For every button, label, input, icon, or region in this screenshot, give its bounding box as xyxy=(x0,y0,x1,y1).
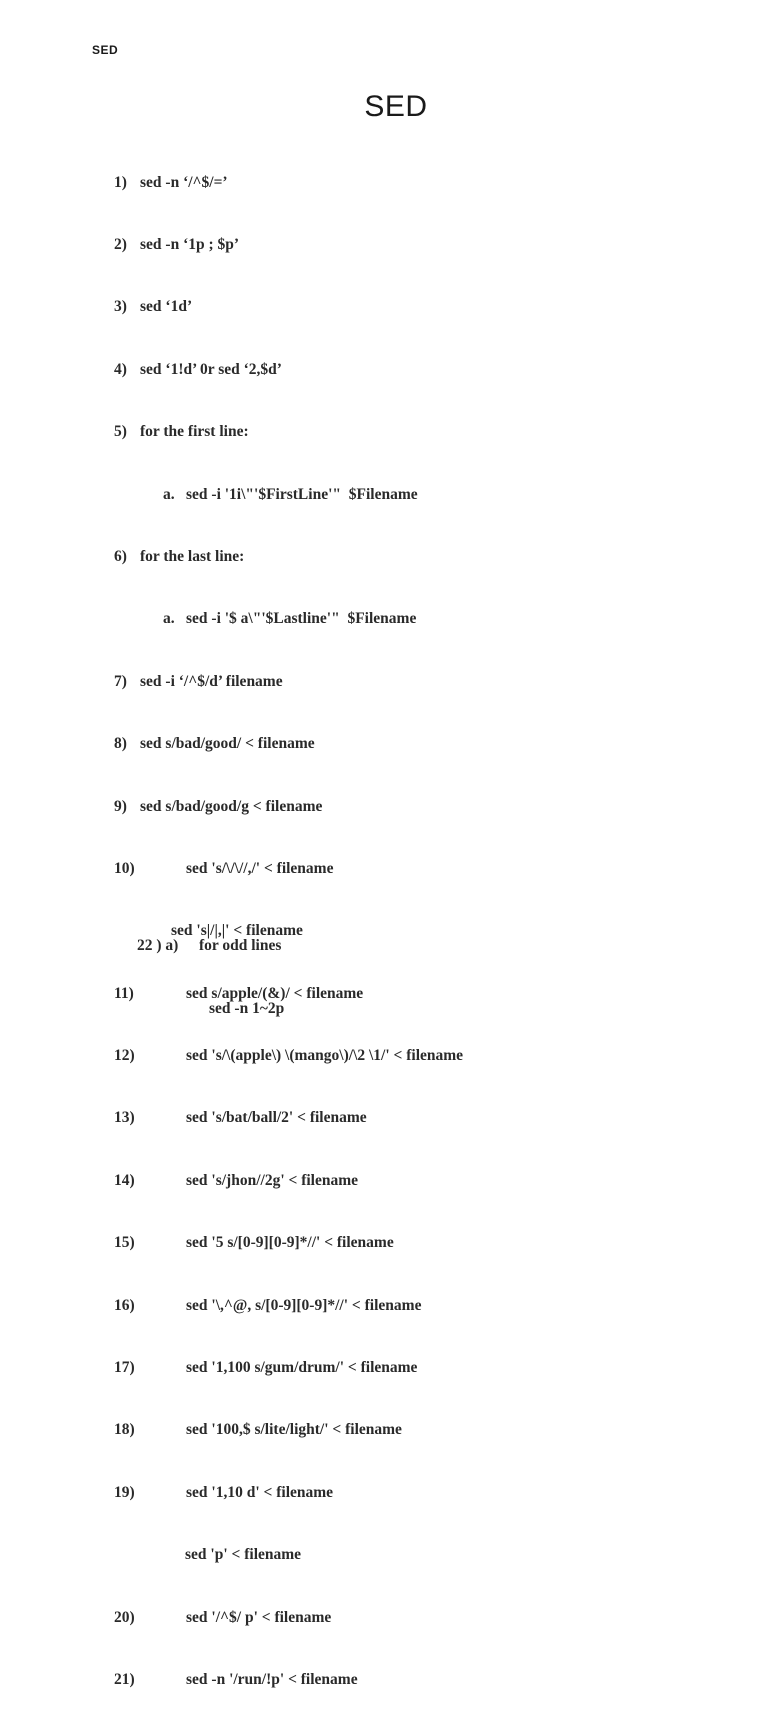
item-number: 16) xyxy=(114,1296,135,1314)
item-number: 8) xyxy=(114,735,127,753)
item-text: sed -i '$ a\"'$Lastline'" $Filename xyxy=(186,610,417,628)
list-item xyxy=(114,1358,463,1379)
item-number: 19) xyxy=(114,1483,135,1501)
item-text: sed '/^$/ p' < filename xyxy=(186,1608,332,1626)
item-number: 12) xyxy=(114,1047,135,1065)
item-text: for odd lines xyxy=(199,937,282,954)
item-number: 17) xyxy=(114,1359,135,1377)
list-item xyxy=(114,1670,463,1691)
item-number: 21) xyxy=(114,1670,135,1688)
item-number: 3) xyxy=(114,298,127,316)
list-item xyxy=(114,173,463,194)
item-number: 10) xyxy=(114,859,135,877)
list-item xyxy=(114,360,463,381)
item-text: for the last line: xyxy=(140,547,245,565)
item-number: 7) xyxy=(114,672,127,690)
sub-item-letter: a. xyxy=(163,485,175,503)
item-number: 6) xyxy=(114,547,127,565)
list-item xyxy=(114,1108,463,1129)
item-text: sed '100,$ s/lite/light/' < filename xyxy=(186,1421,402,1439)
item-text: sed -n '/run/!p' < filename xyxy=(186,1670,358,1688)
item-text: sed 's/bat/ball/2' < filename xyxy=(186,1109,367,1127)
list-item xyxy=(114,672,463,693)
list-item xyxy=(114,1608,463,1629)
list-item xyxy=(114,1171,463,1192)
item-text: sed s/apple/(&)/ < filename xyxy=(186,984,364,1002)
item-number: 14) xyxy=(114,1171,135,1189)
list-item xyxy=(114,297,463,318)
item-text: sed ‘1d’ xyxy=(140,298,193,316)
list-item-continuation xyxy=(114,1545,463,1566)
item-text: sed 's|/|,|' < filename xyxy=(171,922,303,940)
item-text: for the first line: xyxy=(140,423,249,441)
list-item xyxy=(114,734,463,755)
item-number: 20) xyxy=(114,1608,135,1626)
item-text: sed '5 s/[0-9][0-9]*//' < filename xyxy=(186,1234,394,1252)
list-item xyxy=(114,1420,463,1441)
item-number: 11) xyxy=(114,984,134,1002)
list-item xyxy=(114,1296,463,1317)
list-item xyxy=(114,235,463,256)
sub-list-item xyxy=(114,609,463,630)
footer-item xyxy=(137,935,284,956)
list-item xyxy=(114,859,463,880)
item-text: sed ‘1!d’ 0r sed ‘2,$d’ xyxy=(140,360,282,378)
list-item xyxy=(114,1046,463,1067)
item-number: 4) xyxy=(114,360,127,378)
item-number: 22 ) a) xyxy=(137,937,179,954)
running-header: SED xyxy=(92,43,119,57)
item-number: 2) xyxy=(114,235,127,253)
item-number: 5) xyxy=(114,423,127,441)
item-text: sed 's/jhon//2g' < filename xyxy=(186,1171,359,1189)
item-text: sed '1,10 d' < filename xyxy=(186,1483,334,1501)
sub-list-item xyxy=(114,485,463,506)
item-text: sed -n ‘1p ; $p’ xyxy=(140,235,240,253)
item-text: sed s/bad/good/g < filename xyxy=(140,797,323,815)
item-text: sed 'p' < filename xyxy=(185,1546,302,1564)
item-number: 15) xyxy=(114,1234,135,1252)
footer-command xyxy=(137,998,284,1019)
item-text: sed s/bad/good/ < filename xyxy=(140,735,315,753)
odd-lines-section xyxy=(137,893,284,1040)
item-text: sed -n ‘/^$/=’ xyxy=(140,173,228,191)
list-item xyxy=(114,422,463,443)
item-number: 9) xyxy=(114,797,127,815)
item-text: sed -n 1~2p xyxy=(209,1000,285,1017)
item-text: sed -i ‘/^$/d’ filename xyxy=(140,672,283,690)
item-text: sed -i '1i\"'$FirstLine'" $Filename xyxy=(186,485,418,503)
item-number: 13) xyxy=(114,1109,135,1127)
item-text: sed '\,^@, s/[0-9][0-9]*//' < filename xyxy=(186,1296,422,1314)
list-item xyxy=(114,1483,463,1504)
item-text: sed 's/\(apple\) \(mango\)/\2 \1/' < filename xyxy=(186,1047,464,1065)
list-item xyxy=(114,797,463,818)
item-text: sed 's/\/\//,/' < filename xyxy=(186,859,334,877)
sub-item-letter: a. xyxy=(163,610,175,628)
list-item xyxy=(114,547,463,568)
page-title: SED xyxy=(364,90,428,123)
list-item xyxy=(114,1233,463,1254)
item-text: sed '1,100 s/gum/drum/' < filename xyxy=(186,1359,418,1377)
item-number: 18) xyxy=(114,1421,135,1439)
item-number: 1) xyxy=(114,173,127,191)
